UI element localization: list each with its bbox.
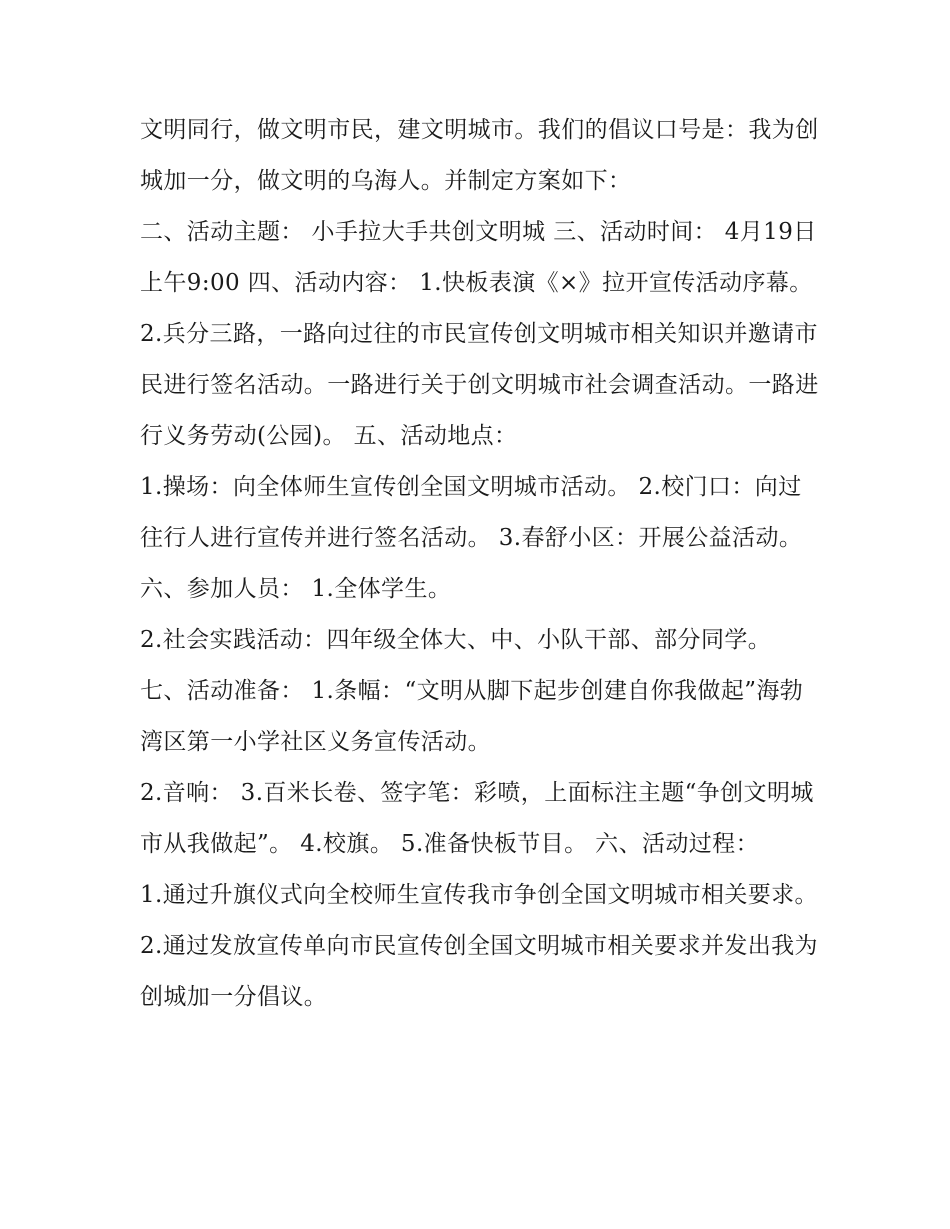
- document-body: [140, 105, 820, 1023]
- paragraph-equipment: 2.音响： 3.百米长卷、签字笔：彩喷，上面标注主题“争创文明城市从我做起”。 4.校旗。 5.准备快板节目。 六、活动过程：: [140, 780, 814, 857]
- paragraph-participants: 2.社会实践活动：四年级全体大、中、小队干部、部分同学。: [140, 627, 772, 653]
- paragraph-locations: 1.操场：向全体师生宣传创全国文明城市活动。 2.校门口：向过往行人进行宣传并进行签名活动。 3.春舒小区：开展公益活动。 六、参加人员： 1.全体学生。: [140, 474, 803, 602]
- paragraph-theme-time-content: 二、活动主题： 小手拉大手共创文明城 三、活动时间： 4月19日上午9:00 四、活动内容： 1.快板表演《×》拉开宣传活动序幕。: [140, 219, 817, 296]
- paragraph-process: 1.通过升旗仪式向全校师生宣传我市争创全国文明城市相关要求。 2.通过发放宣传单向市民宣传创全国文明城市相关要求并发出我为创城加一分倡议。: [140, 882, 818, 1010]
- paragraph-preparation: 七、活动准备： 1.条幅：“文明从脚下起步创建自你我做起”海勃湾区第一小学社区义务宣传活动。: [140, 678, 804, 755]
- paragraph-intro: 文明同行，做文明市民，建文明城市。我们的倡议口号是：我为创城加一分，做文明的乌海人。并制定方案如下：: [140, 117, 819, 194]
- paragraph-three-routes: 2.兵分三路，一路向过往的市民宣传创文明城市相关知识并邀请市民进行签名活动。一路进行关于创文明城市社会调查活动。一路进行义务劳动(公园)。 五、活动地点：: [140, 321, 819, 449]
